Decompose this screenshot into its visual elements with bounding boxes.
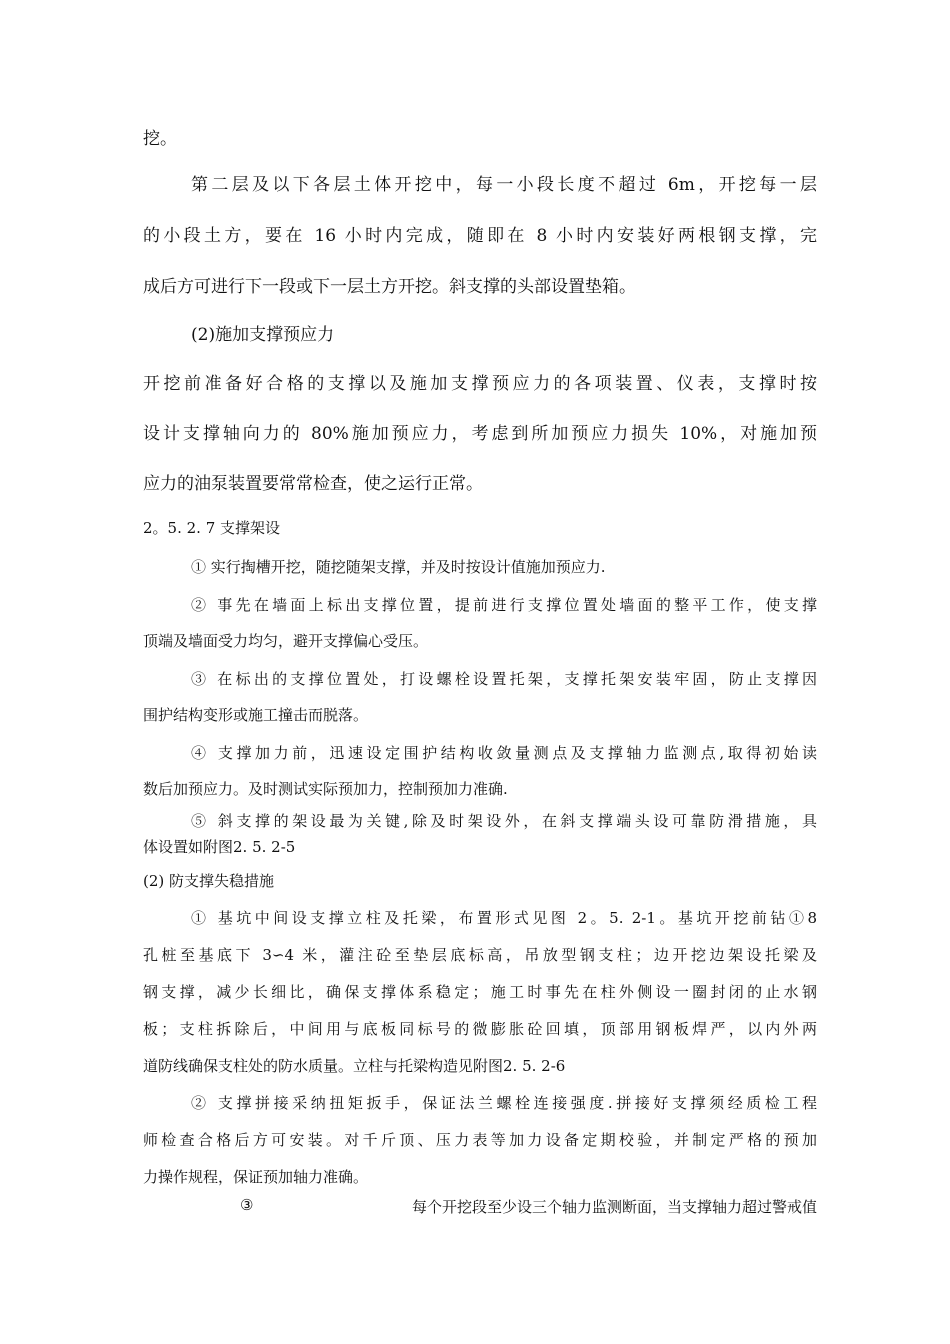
text-line-3: 的小段土方，要在 16 小时内完成，随即在 8 小时内安装好两根钢支撑，完: [143, 226, 817, 246]
section-heading-prestress: (2)施加支撑预应力: [191, 325, 335, 345]
item-3-line-1: ③ 在标出的支撑位置处，打设螺栓设置托架，支撑托架安装牢固，防止支撑因: [191, 670, 817, 688]
text-line-6: 开挖前准备好合格的支撑以及施加支撑预应力的各项装置、仪表，支撑时按: [143, 374, 817, 394]
text-line-2: 第二层及以下各层土体开挖中，每一小段长度不超过 6m，开挖每一层: [191, 175, 817, 195]
item-3-line-2: 围护结构变形或施工撞击而脱落。: [143, 706, 369, 724]
measure-2-line-1: ② 支撑拼接采纳扭矩扳手，保证法兰螺栓连接强度.拼接好支撑须经质检工程: [191, 1094, 817, 1112]
item-1: ① 实行掏槽开挖，随挖随架支撑，并及时按设计值施加预应力.: [191, 558, 606, 576]
item-4-line-2: 数后加预应力。及时测试实际预加力，控制预加力准确.: [143, 780, 508, 798]
text-line-1: 挖。: [143, 129, 177, 149]
text-line-8: 应力的油泵装置要常常检查，使之运行正常。: [143, 474, 483, 494]
measure-1-line-2: 孔桩至基底下 3∽4 米，灌注砼至垫层底标高，吊放型钢支柱；边开挖边架设托梁及: [143, 946, 817, 964]
measure-2-line-3: 力操作规程，保证预加轴力准确。: [143, 1168, 369, 1186]
text-line-4: 成后方可进行下一段或下一层土方开挖。斜支撑的头部设置垫箱。: [143, 277, 636, 297]
section-heading-2-5-2-7: 2。5. 2. 7 支撑架设: [143, 519, 281, 537]
measure-2-line-2: 师检查合格后方可安装。对千斤顶、压力表等加力设备定期校验，并制定严格的预加: [143, 1131, 817, 1149]
section-heading-anti-instability: (2) 防支撑失稳措施: [143, 872, 275, 890]
measure-3-marker: ③: [240, 1196, 254, 1214]
item-4-line-1: ④ 支撑加力前，迅速设定围护结构收敛量测点及支撑轴力监测点,取得初始读: [191, 744, 817, 762]
measure-1-line-1: ① 基坑中间设支撑立柱及托梁，布置形式见图 2。5. 2-1。基坑开挖前钻①8: [191, 909, 817, 927]
measure-1-line-3: 钢支撑，减少长细比，确保支撑体系稳定；施工时事先在柱外侧设一圈封闭的止水钢: [143, 983, 817, 1001]
measure-3-line-1: [240, 1196, 817, 1217]
item-5-line-2: 体设置如附图2. 5. 2-5: [143, 838, 296, 856]
item-5-line-1: ⑤ 斜支撑的架设最为关键,除及时架设外，在斜支撑端头设可靠防滑措施，具: [191, 812, 817, 830]
measure-3-text: 每个开挖段至少设三个轴力监测断面，当支撑轴力超过警戒值: [411, 1198, 817, 1216]
text-line-7: 设计支撑轴向力的 80%施加预应力，考虑到所加预应力损失 10%，对施加预: [143, 424, 817, 444]
item-2-line-1: ② 事先在墙面上标出支撑位置，提前进行支撑位置处墙面的整平工作，使支撑: [191, 596, 817, 614]
measure-1-line-4: 板；支柱拆除后，中间用与底板同标号的微膨胀砼回填，顶部用钢板焊严，以内外两: [143, 1020, 817, 1038]
item-2-line-2: 顶端及墙面受力均匀，避开支撑偏心受压。: [143, 632, 429, 650]
measure-1-line-5: 道防线确保支柱处的防水质量。立柱与托梁构造见附图2. 5. 2-6: [143, 1057, 566, 1075]
